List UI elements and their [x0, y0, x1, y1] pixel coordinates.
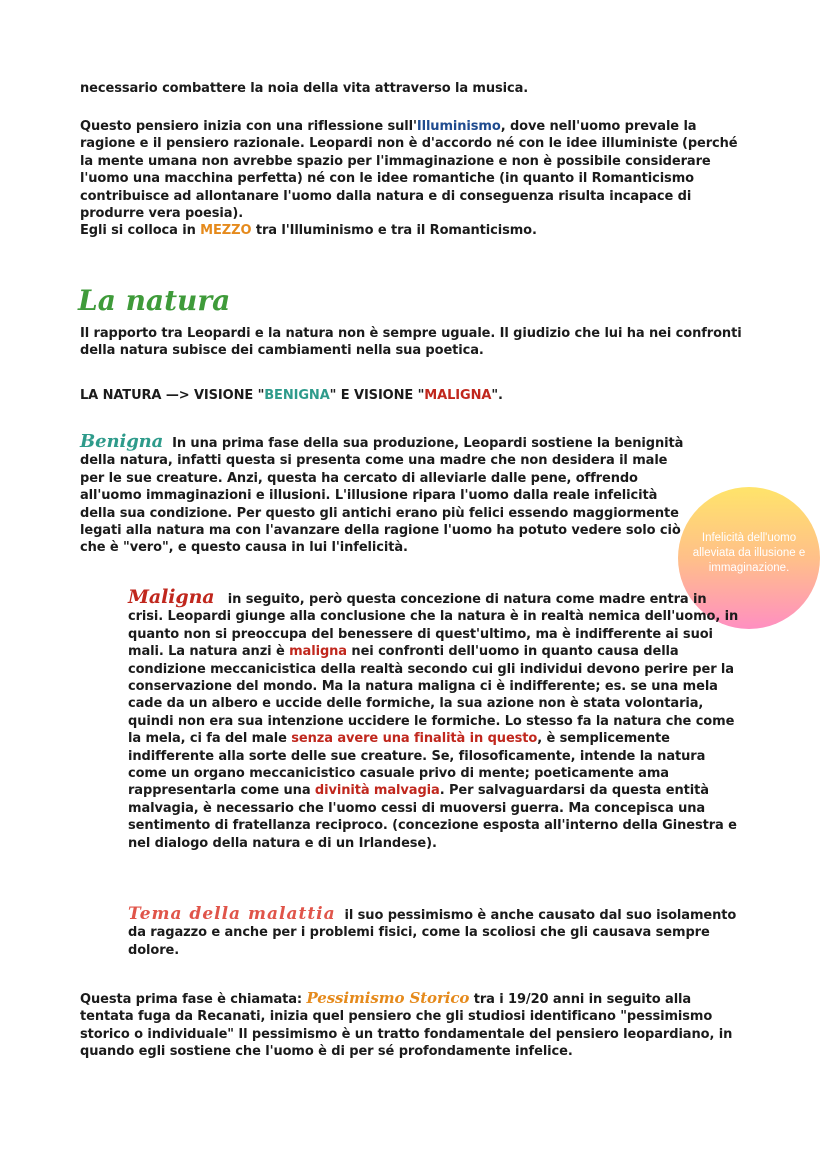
intro-line-text: necessario combattere la noia della vita attraverso la musica.	[80, 81, 529, 96]
maligna-paragraph	[128, 586, 746, 852]
mezzo-text-a: Egli si colloca in	[80, 223, 201, 239]
malattia-text: il suo pessimismo è anche causato dal suo isolamento da ragazzo e anche per i problemi fisici, come la scoliosi che gli causava sempre dolore.	[128, 908, 737, 958]
maligna-heading: Maligna	[128, 586, 215, 608]
illuminismo-highlight: Illuminismo	[416, 119, 501, 134]
maligna-word-highlight: maligna	[289, 644, 347, 660]
visione-line	[80, 387, 740, 404]
benigna-highlight: BENIGNA	[264, 388, 330, 403]
benigna-paragraph	[80, 433, 686, 557]
benigna-heading: Benigna	[80, 431, 164, 452]
benigna-text: In una prima fase della sua produzione, Leopardi sostiene la benignità della natura, infatti questa si presenta come una madre che non desidera il male per le sue creature. Anzi, questa ha cercato di alleviarle dalle pene, offrendo all'uomo immaginazioni e illusioni. L'illusione ripara l'uomo dalla reale infelicità della sua condizione. Per questo gli antichi erano più felici essendo maggiormente legati alla natura ma con l'avanzare della ragione l'uomo ha potuto vedere solo ciò che è "vero", e questo causa in lui l'infelicità.	[80, 436, 684, 556]
natura-heading: La natura	[78, 284, 231, 317]
visione-text-b: " E VISIONE "	[329, 388, 425, 403]
illuminismo-paragraph	[80, 118, 750, 240]
maligna-highlight: MALIGNA	[424, 388, 492, 403]
divinita-malvagia-highlight: divinità malvagia	[314, 783, 440, 799]
maligna-text-2: nei confronti dell'uomo in quanto causa della condizione meccanicistica della realtà secondo cui gli individui devono perire per la conservazione del mondo. Ma la natura maligna ci è indifferente; es. se una mela cade da un albero e uccide delle formiche, la sua azione non è stata volontaria, quindi non era sua intenzione uccidere le formiche. Lo stesso fa la natura che come la mela, ci fa del male	[128, 644, 735, 747]
mezzo-highlight: MEZZO	[200, 223, 252, 239]
note-bubble-text: Infelicità dell'uomo alleviata da illusione e immaginazione.	[692, 532, 806, 574]
malattia-paragraph	[128, 906, 738, 959]
visione-text-c: ".	[491, 388, 503, 403]
mezzo-text-b: tra l'Illuminismo e tra il Romanticismo.	[251, 223, 537, 239]
senza-finalita-highlight: senza avere una finalità in questo	[291, 731, 538, 747]
malattia-heading: Tema della malattia	[128, 904, 336, 924]
illuminismo-text-b: , dove nell'uomo prevale la ragione e il pensiero razionale. Leopardi non è d'accordo né con le idee illuministe (perché la mente umana non avrebbe spazio per l'immaginazione e non è possibile considerare l'uomo una macchina perfetta) né con le idee romantiche (in quanto il Romanticismo contribuisce ad allontanare l'uomo dalla natura e di conseguenza risulta incapace di produrre vera poesia).	[80, 119, 738, 222]
intro-line	[80, 80, 760, 97]
visione-text-a: LA NATURA —> VISIONE "	[80, 388, 265, 403]
maligna-text-1: in seguito, però questa concezione di natura come madre entra in crisi. Leopardi giunge alla conclusione che la natura è in realtà nemica dell'uomo, in quanto non si preoccupa del benessere di quest'ultimo, ma è indifferente ai suoi mali. La natura anzi è	[128, 592, 739, 660]
pessimismo-paragraph	[80, 990, 746, 1061]
pessimismo-text-2: tra i 19/20 anni in seguito alla tentata fuga da Recanati, inizia quel pensiero che gli studiosi identificano "pessimismo storico o individuale" Il pessimismo è un tratto fondamentale del pensiero leopardiano, in quando egli sostiene che l'uomo è di per sé profondamente infelice.	[80, 992, 733, 1060]
illuminismo-text-a: Questo pensiero inizia con una riflessione sull'	[80, 119, 417, 134]
natura-text: Il rapporto tra Leopardi e la natura non è sempre uguale. Il giudizio che lui ha nei confronti della natura subisce dei cambiamenti nella sua poetica.	[80, 326, 742, 359]
pessimismo-text-1: Questa prima fase è chiamata:	[80, 992, 307, 1007]
natura-paragraph	[80, 325, 745, 360]
pessimismo-heading: Pessimismo Storico	[306, 989, 470, 1007]
maligna-text-3: , è semplicemente indifferente alla sorte delle sue creature. Se, filosoficamente, intende la natura come un organo meccanicistico casuale privo di mente; poeticamente ama rappresentarla come una	[128, 731, 706, 799]
maligna-text-4: . Per salvaguardarsi da questa entità malvagia, è necessario che l'uomo cessi di muoversi guerra. Ma concepisca una sentimento di fratellanza reciproco. (concezione esposta all'interno della Ginestra e nel dialogo della natura e di un Irlandese).	[128, 783, 737, 851]
